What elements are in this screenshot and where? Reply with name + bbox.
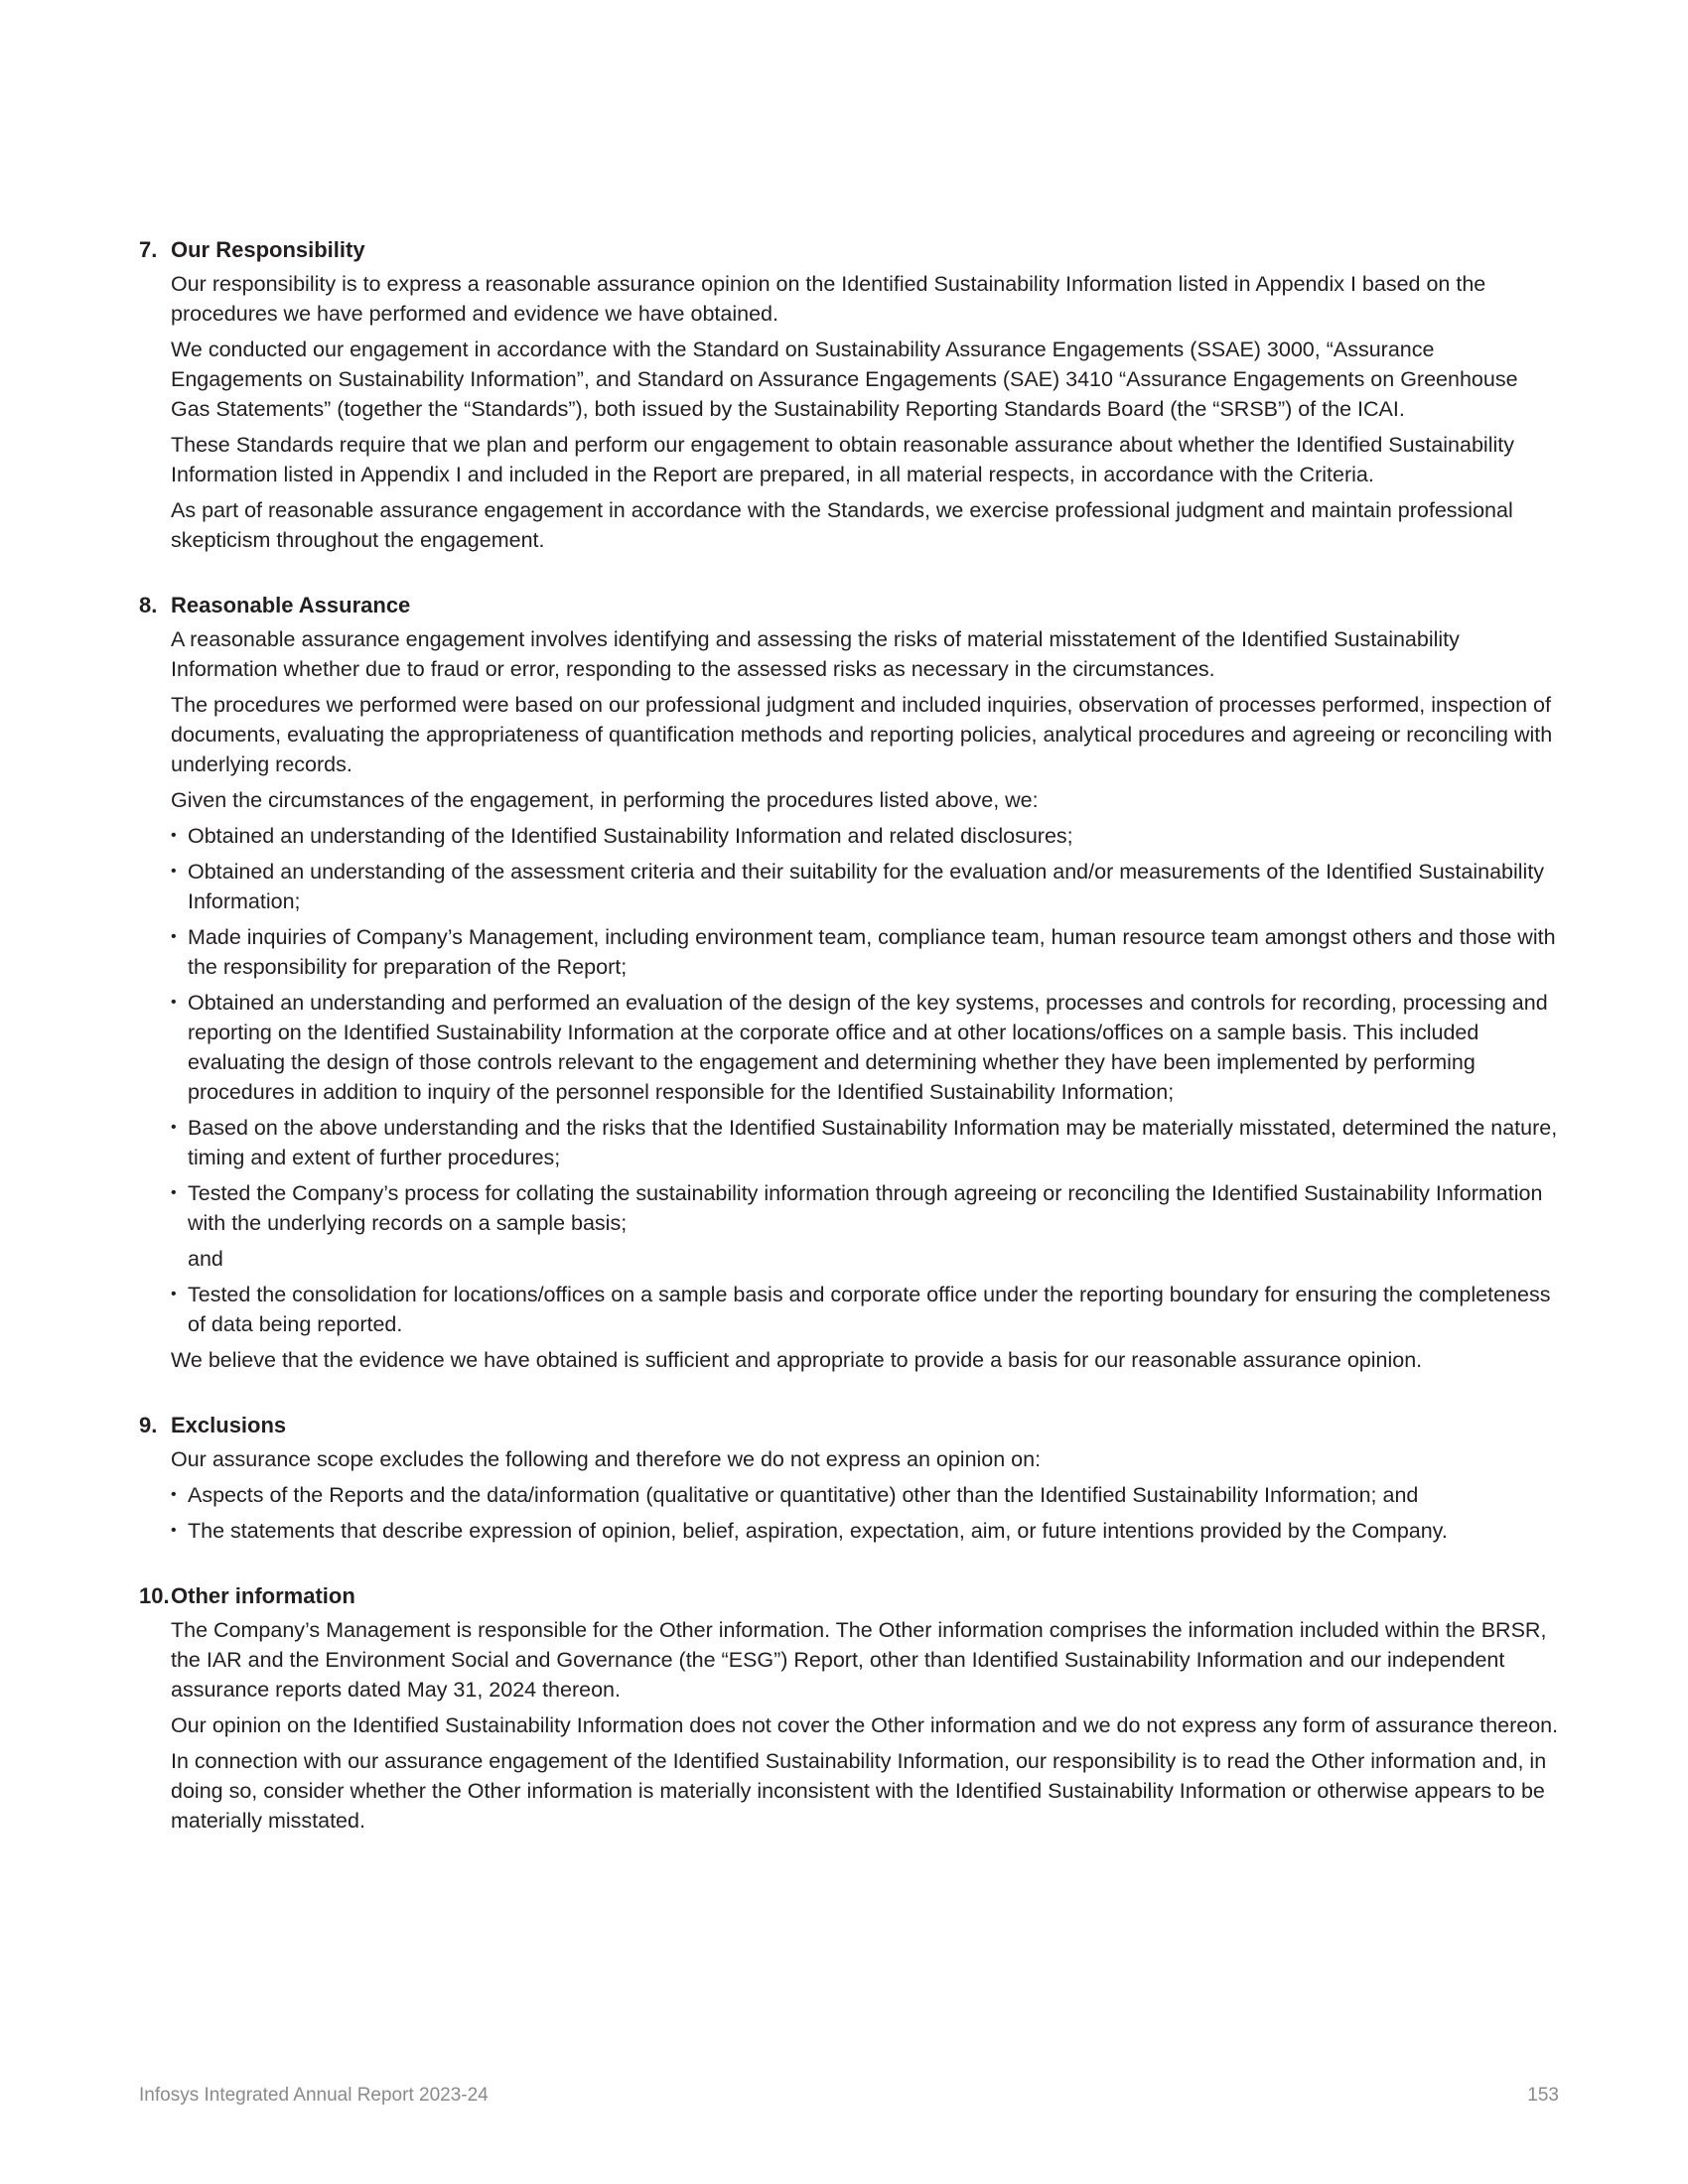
paragraph: The procedures we performed were based on our professional judgment and included inquiries, observation of processes performed, inspection of documents, evaluating the appropriateness of quantification methods and reporting policies, analytical procedures and agreeing or reconciling with underlying records.	[171, 693, 1553, 776]
paragraph: Given the circumstances of the engagement, in performing the procedures listed above, we:	[171, 788, 1039, 812]
paragraph: The Company’s Management is responsible for the Other information. The Other information comprises the information included within the BRSR, the IAR and the Environment Social and Governance (the “ESG”) Report, other than Identified Sustainability Information and our independent assurance reports dated May 31, 2024 thereon.	[171, 1618, 1547, 1702]
paragraph: We conducted our engagement in accordance with the Standard on Sustainability Assurance Engagements (SSAE) 3000, “Assurance Engagements on Sustainability Information”, and Standard on Assurance Engagements (SAE) 3410 “Assurance Engagements on Greenhouse Gas Statements” (together the “Standards”), both issued by the Sustainability Reporting Standards Board (the “SRSB”) of the ICAI.	[171, 338, 1518, 421]
section-body	[139, 269, 1559, 555]
bullet-item: • Tested the consolidation for locations/offices on a sample basis and corporate office under the reporting boundary for ensuring the completeness of data being reported.	[171, 1280, 1559, 1339]
section	[139, 1411, 1559, 1546]
bullet-item: • Obtained an understanding and performed an evaluation of the design of the key systems, processes and controls for recording, processing and reporting on the Identified Sustainability Information at the corporate office and at other locations/offices on a sample basis. This included evaluating the design of those controls relevant to the engagement and determining whether they have been implemented by performing procedures in addition to inquiry of the personnel responsible for the Identified Sustainability Information;	[171, 988, 1559, 1107]
footer-report-title: Infosys Integrated Annual Report 2023-24	[139, 2085, 489, 2106]
bullet-item: • Based on the above understanding and the risks that the Identified Sustainability Information may be materially misstated, determined the nature, timing and extent of further procedures;	[171, 1113, 1559, 1172]
connector-text: and	[188, 1247, 223, 1271]
bullet-list	[171, 821, 1559, 1238]
bullet-item: • The statements that describe expression of opinion, belief, aspiration, expectation, aim, or future intentions provided by the Company.	[171, 1516, 1559, 1546]
section-title: Reasonable Assurance	[171, 593, 411, 617]
section-body	[139, 1615, 1559, 1836]
paragraph: Our opinion on the Identified Sustainability Information does not cover the Other information and we do not express any form of assurance thereon.	[171, 1713, 1559, 1737]
section-title: Exclusions	[171, 1413, 287, 1437]
footer-page-number: 153	[1527, 2085, 1559, 2106]
page-footer	[139, 2085, 1559, 2107]
paragraph: Our responsibility is to express a reasonable assurance opinion on the Identified Sustainability Information listed in Appendix I based on the procedures we have performed and evidence we have obtained.	[171, 272, 1486, 326]
section-body	[139, 624, 1559, 1375]
bullet-item: • Tested the Company’s process for collating the sustainability information through agreeing or reconciling the Identified Sustainability Information with the underlying records on a sample basis;	[171, 1178, 1559, 1238]
section-heading	[139, 1581, 1559, 1611]
section-number: 7.	[139, 237, 158, 262]
paragraph: Our assurance scope excludes the following and therefore we do not express an opinion on:	[171, 1447, 1042, 1471]
paragraph: We believe that the evidence we have obtained is sufficient and appropriate to provide a basis for our reasonable assurance opinion.	[171, 1348, 1423, 1372]
section-number: 10.	[139, 1583, 170, 1608]
bullet-list	[171, 1280, 1559, 1339]
section	[139, 235, 1559, 555]
bullet-item: • Obtained an understanding of the assessment criteria and their suitability for the evaluation and/or measurements of the Identified Sustainability Information;	[171, 857, 1559, 916]
paragraph: A reasonable assurance engagement involves identifying and assessing the risks of material misstatement of the Identified Sustainability Information whether due to fraud or error, responding to the assessed risks as necessary in the circumstances.	[171, 627, 1460, 681]
section-heading	[139, 235, 1559, 265]
section-number: 8.	[139, 593, 158, 617]
section-title: Our Responsibility	[171, 237, 365, 262]
section-title: Other information	[171, 1583, 355, 1608]
bullet-item: • Obtained an understanding of the Identified Sustainability Information and related disclosures;	[171, 821, 1559, 851]
document-body	[139, 235, 1559, 1871]
bullet-list	[171, 1480, 1559, 1546]
section-heading	[139, 1411, 1559, 1440]
paragraph: In connection with our assurance engagement of the Identified Sustainability Information, our responsibility is to read the Other information and, in doing so, consider whether the Other information is materially inconsistent with the Identified Sustainability Information or otherwise appears to be materially misstated.	[171, 1749, 1547, 1833]
section-body	[139, 1444, 1559, 1546]
paragraph: These Standards require that we plan and perform our engagement to obtain reasonable assurance about whether the Identified Sustainability Information listed in Appendix I and included in the Report are prepared, in all material respects, in accordance with the Criteria.	[171, 433, 1514, 486]
section-heading	[139, 591, 1559, 620]
paragraph: As part of reasonable assurance engagement in accordance with the Standards, we exercise professional judgment and maintain professional skepticism throughout the engagement.	[171, 498, 1513, 552]
bullet-item: • Made inquiries of Company’s Management, including environment team, compliance team, human resource team amongst others and those with the responsibility for preparation of the Report;	[171, 922, 1559, 982]
section	[139, 591, 1559, 1375]
section	[139, 1581, 1559, 1836]
bullet-item: • Aspects of the Reports and the data/information (qualitative or quantitative) other than the Identified Sustainability Information; and	[171, 1480, 1559, 1510]
section-number: 9.	[139, 1413, 158, 1437]
